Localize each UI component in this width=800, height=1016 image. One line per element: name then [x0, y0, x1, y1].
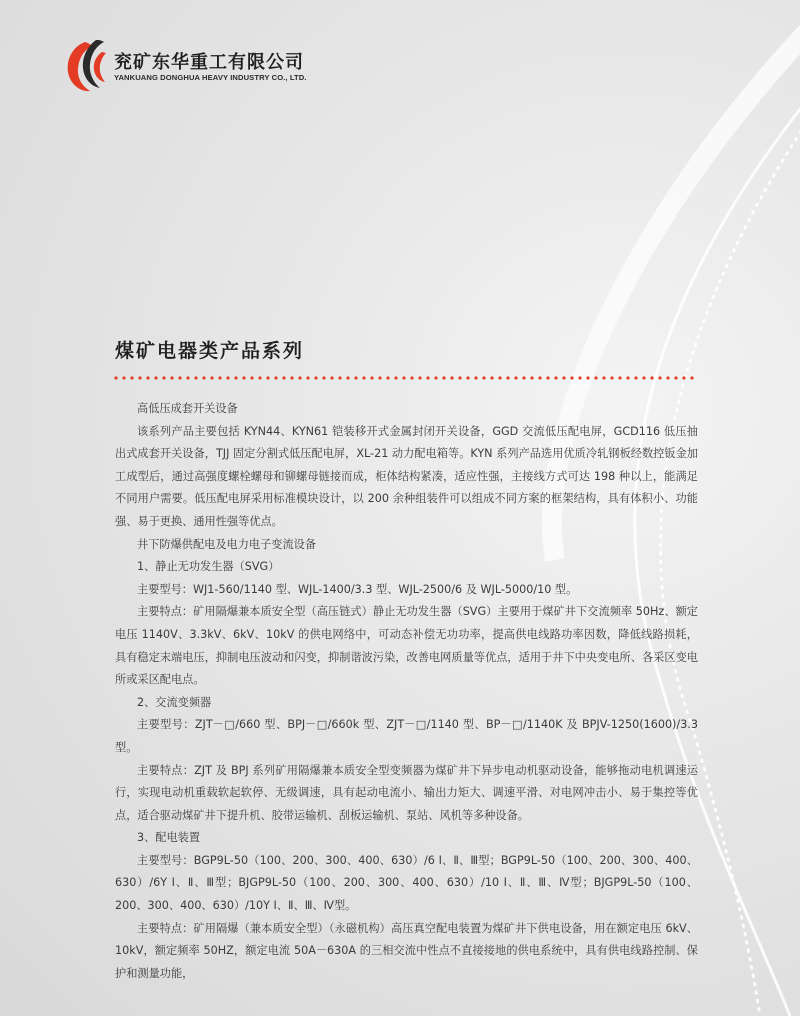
company-logo	[62, 36, 307, 96]
subheading-inverter: 2、交流变频器	[137, 695, 212, 709]
page-title: 煤矿电器类产品系列	[115, 340, 305, 362]
subheading-svg: 1、静止无功发生器（SVG）	[137, 560, 280, 574]
paragraph-distribution-features: 主要特点：矿用隔爆（兼本质安全型）（永磁机构）高压真空配电装置为煤矿井下供电设备，用在额定电压 6kV、10kV，额定频率 50HZ，额定电流 50A－630A 的三相交流中性点不直接接地的供电系统中，具有供电线路控制、保护和测量功能，	[115, 921, 698, 980]
subheading-distribution: 3、配电装置	[137, 831, 201, 845]
company-name-en: YANKUANG DONGHUA HEAVY INDUSTRY CO., LTD.	[114, 73, 307, 82]
dotted-divider	[112, 376, 698, 380]
company-name-cn: 兖矿东华重工有限公司	[114, 52, 304, 73]
body-content	[115, 398, 698, 985]
section-heading-switchgear: 高低压成套开关设备	[137, 402, 238, 415]
section-heading-underground: 井下防爆供配电及电力电子变流设备	[137, 537, 317, 551]
paragraph-switchgear: 该系列产品主要包括 KYN44、KYN61 铠装移开式金属封闭开关设备，GGD 交流低压配电屏，GCD116 低压抽出式成套开关设备，TJJ 固定分割式低压配电屏，XL-21 动力配电箱等。KYN 系列产品选用优质冷轧钢板经数控钣金加工成型后，通过高强度螺栓螺母和铆螺母链接而成，柜体结构紧凑，适应性强，主接线方式可达 198 种以上，能满足不同用户需要。低压配电屏采用标准模块设计，以 200 余种组装件可以组成不同方案的框架结构，具有体积小、功能强、易于更换、通用性强等优点。	[115, 424, 698, 528]
paragraph-distribution-models: 主要型号：BGP9L-50（100、200、300、400、630）/6 Ⅰ、Ⅱ、Ⅲ型；BGP9L-50（100、200、300、400、630）/6Y Ⅰ、Ⅱ、Ⅲ型；BJGP9L-50（100、200、300、400、630）/10 Ⅰ、Ⅱ、Ⅲ、Ⅳ型；BJGP9L-50（100、200、300、400、630）/10Y Ⅰ、Ⅱ、Ⅲ、Ⅳ型。	[115, 853, 698, 913]
paragraph-inverter-models: 主要型号：ZJT－□/660 型、BPJ－□/660k 型、ZJT－□/1140 型、BP－□/1140K 及 BPJV-1250(1600)/3.3 型。	[115, 718, 698, 754]
paragraph-svg-models: 主要型号：WJ1-560/1140 型、WJL-1400/3.3 型、WJL-2500/6 及 WJL-5000/10 型。	[137, 582, 578, 596]
paragraph-inverter-features: 主要特点：ZJT 及 BPJ 系列矿用隔爆兼本质安全型变频器为煤矿井下异步电动机驱动设备，能够拖动电机调速运行，实现电动机重载软起软停、无级调速，具有起动电流小、输出力矩大、调速平滑、对电网冲击小、易于集控等优点，适合驱动煤矿井下提升机、胶带运输机、刮板运输机、泵站、风机等多种设备。	[115, 763, 698, 822]
paragraph-svg-features: 主要特点：矿用隔爆兼本质安全型（高压链式）静止无功发生器（SVG）主要用于煤矿井下交流频率 50Hz、额定电压 1140V、3.3kV、6kV、10kV 的供电网络中，可动态补偿无功功率，提高供电线路功率因数，降低线路损耗，具有稳定末端电压，抑制电压波动和闪变，抑制谐波污染，改善电网质量等优点，适用于井下中央变电所、各采区变电所或采区配电点。	[115, 605, 698, 687]
phoenix-logo-icon	[62, 36, 108, 94]
